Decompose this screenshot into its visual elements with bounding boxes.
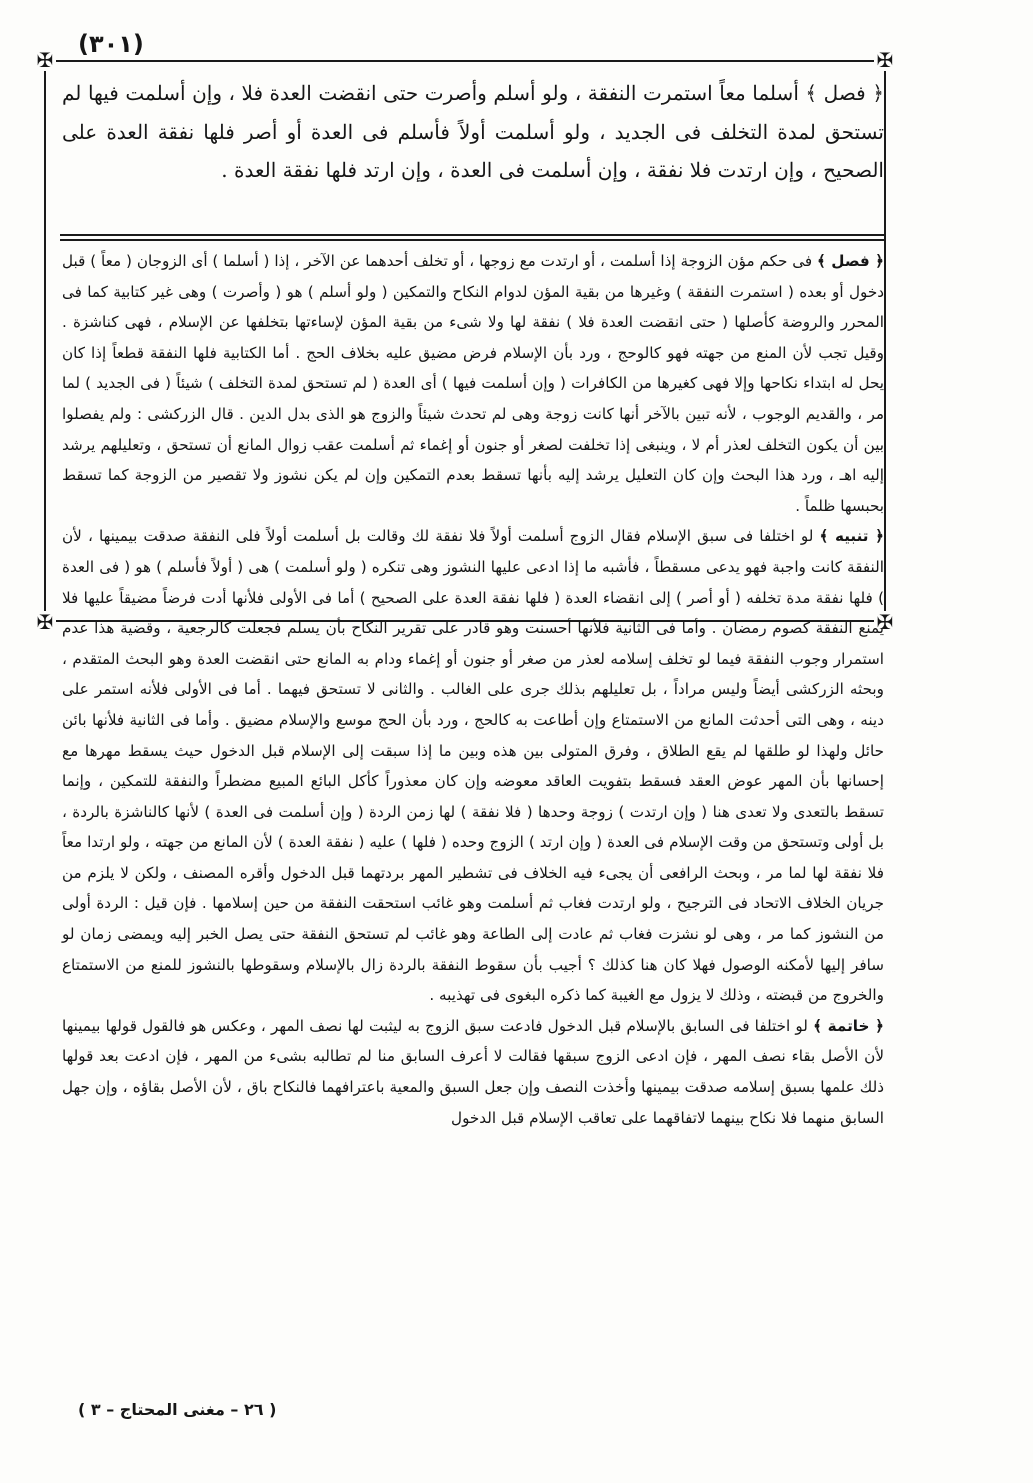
frame-left-rule — [44, 60, 46, 622]
paragraph-heading: ﴿ فصل ﴾ — [817, 252, 884, 270]
corner-ornament-icon: ✠ — [34, 49, 56, 71]
commentary-paragraph — [62, 521, 884, 1011]
paragraph-heading: ﴿ خاتمة ﴾ — [813, 1016, 884, 1035]
section-divider — [60, 239, 886, 241]
paragraph-heading: ﴿ تنبيه ﴾ — [819, 527, 884, 546]
section-divider — [60, 234, 886, 236]
main-text-paragraph: ﴿ فصل ﴾ أسلما معاً استمرت النفقة ، ولو أسلم وأصرت حتى انقضت العدة فلا ، وإن أسلمت فيها لم تستحق لمدة التخلف فى الجديد ، ولو أسلمت أولاً فأسلم فى العدة أو أصر فلها نفقة العدة على الصحيح ، وإن ارتدت فلا نفقة ، وإن أسلمت فى العدة ، وإن ارتد فلها نفقة العدة . — [62, 81, 884, 182]
commentary-paragraph — [62, 246, 884, 521]
frame-top-rule — [34, 60, 896, 62]
signature-footer: ( ٢٦ – مغنى المحتاج – ٣ ) — [78, 1400, 277, 1419]
paragraph-text: لو اختلفا فى سبق الإسلام فقال الزوج أسلمت أولاً فلا نفقة لك وقالت بل أسلمت أولاً فلى النفقة صدقت بيمينها ، لأن النفقة كانت واجبة فهو يدعى مسقطاً ، فأشبه ما إذا ادعى عليها النشوز وهى تنكره ( ولو أسلمت ) هى ( أولاً فأسلم ) هو ( فى العدة ) فلها نفقة مدة تخلفه ( أو أصر ) إلى انقضاء العدة ( فلها نفقة العدة على الصحيح ) أما فى الأولى فلأنها أدت فرضاً مضيقاً عليها فلا يمنع النفقة كصوم رمضان . وأما فى الثانية فلأنها أحسنت وهو قادر على تقرير النكاح بأن يسلم فجعلت كالرجعية ، وقضية هذا عدم استمرار وجوب النفقة فيما لو تخلف إسلامه لعذر من صغر أو جنون أو إغماء ودام به المانع حتى انقضت العدة وهو البحث المتقدم ، وبحثه الزركشى أيضاً وليس مراداً ، بل تعليلهم بذلك جرى على الغالب . والثانى لا تستحق فيهما . أما فى الأولى فلأنه استمر على دينه ، وهى التى أحدثت المانع من الاستمتاع وإن أطاعت به كالحج ، ورد بأن الحج موسع والإسلام مضيق . وأما فى الثانية فلأنها بائن حائل ولهذا لو طلقها لم يقع الطلاق ، وفرق المتولى بين هذه وبين ما إذا سبقت إلى الإسلام قبل الدخول حيث يسقط مهرها مع إحسانها بأن المهر عوض العقد فسقط بتفويت العاقد معوضه وإن كان معذوراً كأكل البائع المبيع مضطراً والنفقة للتمكين ، وإنما تسقط بالتعدى ولا تعدى هنا ( وإن ارتدت ) زوجة وحدها ( فلا نفقة ) لها زمن الردة ( وإن أسلمت فى العدة ) لأنها كالناشزة بالردة ، بل أولى وتستحق من وقت الإسلام فى العدة ( وإن ارتد ) الزوج وحده ( فلها ) عليه ( نفقة العدة ) لأن المانع من جهته ، ولو ارتدا معاً فلا نفقة لها لما مر ، وبحث الرافعى أن يجىء فيه الخلاف فى تشطير المهر بردتهما قبل الدخول وأقره المصنف ، ولكن لا يلزم من جريان الخلاف الاتحاد فى الترجيح ، ولو ارتدت فغاب ثم أسلمت وهو غائب استحقت النفقة من حين إسلامها . فإن قيل : الردة أولى من النشوز كما مر ، وهى لو نشزت فغاب ثم عادت إلى الطاعة وهو غائب لم تستحق النفقة حتى يصل الخبر إليه ويمضى زمان لو سافر إليها لأمكنه الوصول فهلا كان هنا كذلك ؟ أجيب بأن سقوط النفقة بالردة زال بالإسلام وسقوطها بالنشوز للمنع من الاستمتاع والخروج من قبضته ، وذلك لا يزول مع الغيبة كما ذكره البغوى فى تهذيبه . — [62, 527, 884, 1005]
commentary-block — [62, 246, 884, 1133]
frame-right-rule — [884, 60, 886, 622]
corner-ornament-icon: ✠ — [874, 611, 896, 633]
corner-ornament-icon: ✠ — [874, 49, 896, 71]
commentary-paragraph — [62, 1011, 884, 1133]
paragraph-text: لو اختلفا فى السابق بالإسلام قبل الدخول فادعت سبق الزوج به ليثبت لها نصف المهر ، وعكس هو فالقول قولها بيمينها لأن الأصل بقاء نصف المهر ، فإن ادعى الزوج سبقها فقالت لا أعرف السابق منا لم تطالبه بشىء من المهر ، فإن ادعت بعد قولها ذلك علمها بسبق إسلامه صدقت بيمينها وأخذت النصف وإن جعل السبق والمعية باعترافهما فالنكاح باق ، لأن الأصل بقاؤه ، وإن جهل السابق منهما فلا نكاح بينهما لاتفاقهما على تعاقب الإسلام قبل الدخول — [62, 1016, 884, 1127]
corner-ornament-icon: ✠ — [34, 611, 56, 633]
paragraph-text: فى حكم مؤن الزوجة إذا أسلمت ، أو ارتدت مع زوجها ، أو تخلف أحدهما عن الآخر ، إذا ( أسلما ) أى الزوجان ( معاً ) قبل دخول أو بعده ( استمرت النفقة ) وغيرها من بقية المؤن لدوام النكاح والتمكين ( ولو أسلم ) هو ( وأصرت ) وهى غير كتابية كما فى المحرر والروضة كأصلها ( حتى انقضت العدة فلا ) نفقة لها ولا شىء من بقية المؤن لإساءتها بتخلفها عن الإسلام ، فهى كناشزة . وقيل تجب لأن المنع من جهته فهو كالوحج ، ورد بأن الإسلام فرض مضيق عليه بخلاف الحج . أما الكتابية فلها النفقة قطعاً إذا كان يحل له ابتداء نكاحها وإلا فهى كغيرها من الكافرات ( وإن أسلمت فيها ) أى العدة ( لم تستحق لمدة التخلف ) شيئاً ( فى الجديد ) لما مر ، والقديم الوجوب ، لأنه تبين بالآخر أنها كانت زوجة وهى لم تحدث شيئاً والزوج هو الذى بدل الدين . قال الزركشى : ولم يفصلوا بين أن يكون التخلف لعذر أم لا ، وينبغى إذا تخلفت لصغر أو جنون أو إغماء ثم أسلمت عقب زوال المانع أن تستحق ، وتعليلهم يرشد إليه اهـ ، ورد هذا البحث وإن كان التعليل يرشد إليه بأنها تسقط بعدم التمكين وإن لم يكن نشوز ولا تقصير من الزوجة كما تسقط بحبسها ظلماً . — [62, 252, 884, 515]
page-number: (٣٠١) — [78, 30, 144, 58]
main-text-block — [62, 74, 884, 190]
